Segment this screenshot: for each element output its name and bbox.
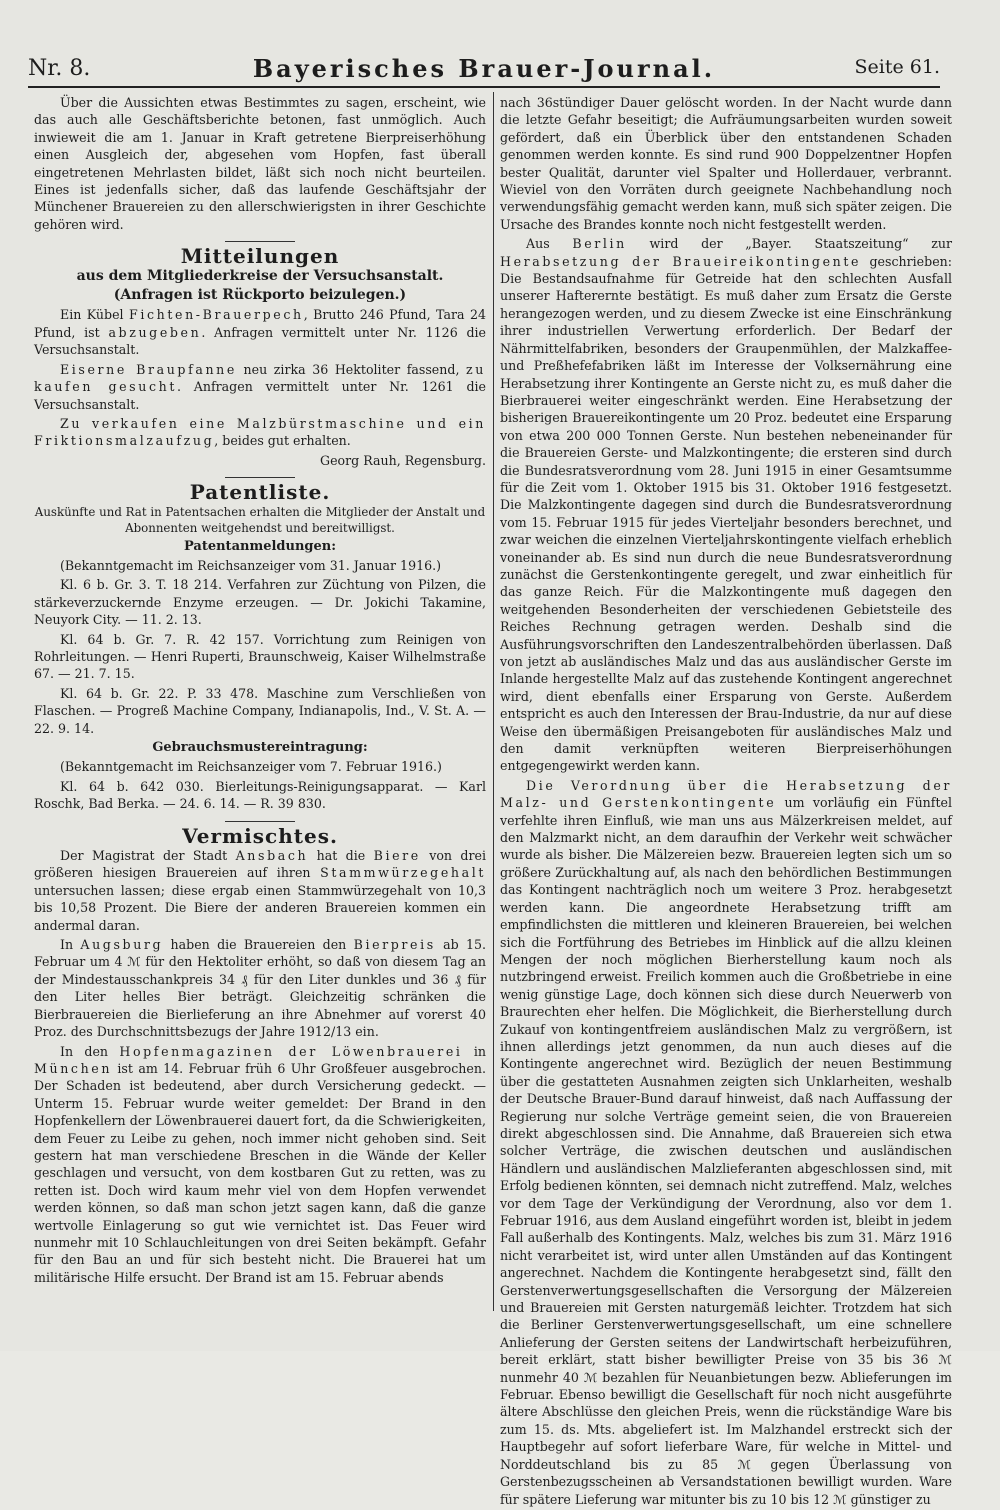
article-paragraph: Die Verordnung über die Herabsetzung der Malz- und Gerstenkontingente um vorläufig ein Fünftel verfehlte ihren Einfluß, wie man uns aus Mälzerkreisen meldet, auf den Malzmarkt nicht, an dem daraufhin der Verkehr weit schwächer wurde als bisher. Die Mälzereien bezw. Brauereien legten sich um so größere Zurückhaltung auf, als nach den behördlichen Bestimmungen das Kontingent nachträglich noch um weitere 3 Proz. herabgesetzt werden kann. Die angeordnete Herabsetzung trifft am empfindlichsten die mittleren und kleineren Brauereien, bei welchen sich die Fortführung des Betriebes im Hinblick auf die allzu kleinen Mengen der noch möglichen Bierherstellung kaum noch als nutzbringend erweist. Freilich kommen auch die Großbetriebe in eine wenig günstige Lage, doch können sich diese durch Neuerwerb von Braurechten eher helfen. Die Möglichkeit, die Bierherstellung durch Zukauf von kontingentfreiem ausländischen Malz zu vergrößern, ist ihnen allerdings jetzt genommen, da nun auch dieses auf die Kontingente angerechnet wird. Bezüglich der neuen Bestimmung über die gestatteten Ausnahmen zeigten sich Unklarheiten, weshalb der Deutsche Brauer-Bund darauf hinweist, daß nach Auffassung der Regierung nur solche Verträge gemeint seien, die von Brauereien direkt abgeschlossen sind. Die Annahme, daß Brauereien sich etwa solcher Verträge, die zwischen deutschen und ausländischen Händlern und ausländischen Malzlieferanten abgeschlossen sind, mit Erfolg bedienen könnten, sei demnach nicht zutreffend. Malz, welches vor dem Tage der Verkündigung der Verordnung, also vor dem 1. Februar 1916, aus dem Ausland eingeführt worden ist, bleibt in jedem Fall außerhalb des Kontingents. Malz, welches bis zum 31. März 1916 nicht verarbeitet ist, wird unter allen Umständen auf das Kontingent angerechnet. Nachdem die Kontingente herabgesetzt sind, fällt den Gerstenverwertungsgesellschaften die Versorgung der Mälzereien und Brauereien mit Gersten naturgemäß leichter. Trotzdem hat sich die Berliner Gerstenverwertungsgesellschaft, um eine schnellere Anlieferung der Gersten seitens der Landwirtschaft herbeizuführen, bereit erklärt, statt bisher bewilligter Preise von 35 bis 36 ℳ nunmehr 40 ℳ bezahlen für Neuanbietungen bezw. Ablieferungen im Februar. Ebenso bewilligt die Gesellschaft für noch nicht ausgeführte ältere Abschlüsse den gleichen Preis, wenn die rückständige Ware bis zum 15. ds. Mts. abgeliefert ist. Im Malzhandel erstreckt sich der Hauptbegehr auf sofort lieferbare Ware, für welche in Mittel- und Norddeutschland bis zu 85 ℳ gegen Überlassung von Gerstenbezugsscheinen ab Versandstationen bewilligt wurden. Ware für spätere Lieferung war mitunter bis zu 10 bis 12 ℳ günstiger zu <box>500 777 952 1507</box>
vermischtes-title: Vermischtes. <box>182 823 338 848</box>
page-number: Seite 61. <box>854 56 940 78</box>
mitteilung-item: Ein Kübel Fichten-Brauerpech, Brutto 246 Pfund, Tara 24 Pfund, ist abzugeben. Anfragen vermittelt unter Nr. 1126 die Versuchsanstalt. <box>34 307 486 358</box>
patent-entry: Kl. 64 b. Gr. 7. R. 42 157. Vorrichtung zum Reinigen von Rohrleitungen. — Henri Ruperti, Braunschweig, Kaiser Wilhelmstraße 67. — 21. 7. 15. <box>34 631 486 682</box>
column-divider <box>493 92 494 1311</box>
vermischtes-paragraph: In Augsburg haben die Brauereien den Bierpreis ab 15. Februar um 4 ℳ für den Hektoliter erhöht, so daß von diesem Tag an der Mindestausschankpreis 34 ₰ für den Liter dunkles und 36 ₰ für den Liter helles Bier beträgt. Gleichzeitig schränken die Bierbrauereien die Bierlieferung an ihre Abnehmer auf vorerst 40 Proz. des Durchschnittsbezugs der Jahre 1912/13 ein. <box>34 937 487 1040</box>
article-continuation: nach 36stündiger Dauer gelöscht worden. In der Nacht wurde dann die letzte Gefahr beseitigt; die Aufräumungsarbeiten wurden soweit gefördert, daß ein Überblick über den entstandenen Schaden genommen werden konnte. Es sind rund 900 Doppelzentner Hopfen bester Qualität, darunter viel Spalter und Hollerdauer, verbrannt. Wieviel von den Vorräten durch geeignete Nachbehandlung noch verwendungsfähig gemacht werden kann, muß sich später zeigen. Die Ursache des Brandes konnte noch nicht festgestellt werden. <box>500 95 952 232</box>
mitteilungen-note: (Anfragen ist Rückporto beizulegen.) <box>113 287 407 304</box>
patentliste-title: Patentliste. <box>189 480 331 505</box>
journal-title: Bayerisches Brauer-Journal. <box>252 54 716 83</box>
patentanmeldungen-title: Patentanmeldungen: <box>183 538 337 554</box>
intro-paragraph: Über die Aussichten etwas Bestimmtes zu sagen, erscheint, wie das auch alle Geschäftsberichte betonen, fast unmöglich. Auch inwieweit die am 1. Januar in Kraft getretene Bierpreiserhöhung einen Ausgleich der, abgesehen vom Hopfen, fast überall eingetretenen Mehrlasten bildet, läßt sich noch nicht beurteilen. Eines ist jedenfalls sicher, daß das laufende Geschäftsjahr der Münchener Brauereien zu den allerschwierigsten in ihrer Geschichte gehören wird. <box>34 95 486 232</box>
page-header <box>28 52 940 86</box>
mitteilung-item: Zu verkaufen eine Malzbürstmaschine und ein Friktionsmalzaufzug, beides gut erhalten. <box>34 415 486 449</box>
left-column <box>34 94 486 1288</box>
mitteilungen-subtitle: aus dem Mitgliederkreise der Versuchsanstalt. <box>76 267 444 284</box>
patentliste-intro: Auskünfte und Rat in Patentsachen erhalten die Mitglieder der Anstalt und Abonnenten weitgehendst und bereitwilligst. <box>34 504 486 535</box>
separator <box>225 477 295 478</box>
gebrauchsmuster-title: Gebrauchsmustereintragung: <box>152 740 368 755</box>
gebrauchsmuster-entry: Kl. 64 b. 642 030. Bierleitungs-Reinigungsapparat. — Karl Roschk, Bad Berka. — 24. 6. 14. — R. 39 830. <box>34 778 486 812</box>
mitteilungen-title: Mitteilungen <box>180 244 340 269</box>
patentanmeldungen-date: (Bekanntgemacht im Reichsanzeiger vom 31. Januar 1916.) <box>60 557 442 573</box>
article-paragraph: Aus Berlin wird der „Bayer. Staatszeitung“ zur Herabsetzung der Braueireikontingente geschrieben: Die Bestandsaufnahme für Getreide hat den schlechten Ausfall unserer Hafterernte bestätigt. Es muß daher zum Ersatz die Gerste herangezogen werden, und zu diesem Zwecke ist eine Einschränkung ihrer industriellen Verwertung erforderlich. Der Bedarf der Nährmittelfabriken, besonders der Graupenmühlen, der Malzkaffee- und Preßhefefabriken läßt im Interesse der Volksernährung eine Herabsetzung ihrer Kontingente an Gerste nicht zu, es muß daher die Bierbrauerei weiter eingeschränkt werden. Eine Herabsetzung der bisherigen Brauereikontingente um 20 Proz. bedeutet eine Ersparung von etwa 200 000 Tonnen Gerste. Nun bestehen nebeneinander für die Brauereien Gerste- und Malzkontingente; die ersteren sind durch die Bundesratsverordnung vom 28. Juni 1915 in einer Gesamtsumme für die Zeit vom 1. Oktober 1915 bis 31. Oktober 1916 festgesetzt. Die Malzkontingente dagegen sind durch die Bundesratsverordnung vom 15. Februar 1915 für jedes Vierteljahr besonders berechnet, und zwar weichen die einzelnen Vierteljahrskontingente vielfach erheblich voneinander ab. Es sind nun durch die neue Bundesratsverordnung zunächst die Gerstenkontingente geregelt, und zwar einheitlich für das ganze Reich. Für die Malzkontingente muß dagegen den weitgehenden Besonderheiten der verschiedenen Gebietsteile des Reiches Rechnung getragen werden. Deshalb sind die Ausführungsvorschriften den Landeszentralbehörden überlassen. Daß von jetzt ab ausländisches Malz und das aus ausländischer Gerste im Inlande hergestellte Malz auf das zustehende Kontingent angerechnet wird, dient ebenfalls einer Ersparung von Gerste. Außerdem entspricht es auch den Interessen der Brau-Industrie, da nur auf diese Weise den übermäßigen Preisangeboten für ausländisches Malz und den damit verknüpften weiteren Bierpreiserhöhungen entgegengewirkt werden kann. <box>500 236 953 774</box>
patent-entry: Kl. 64 b. Gr. 22. P. 33 478. Maschine zum Verschließen von Flaschen. — Progreß Machine Company, Indianapolis, Ind., V. St. A. — 22. 9. 14. <box>34 685 486 736</box>
vermischtes-paragraph: In den Hopfenmagazinen der Löwenbrauerei in München ist am 14. Februar früh 6 Uhr Großfeuer ausgebrochen. Der Schaden ist bedeutend, aber durch Versicherung gedeckt. — Unterm 15. Februar wurde weiter gemeldet: Der Brand in den Hopfenkellern der Löwenbrauerei dauert fort, da die Schwierigkeiten, dem Feuer zu Leibe zu gehen, noch immer nicht gehoben sind. Seit gestern hat man verschiedene Breschen in die Wände der Keller geschlagen und versucht, von dem kostbaren Gut zu retten, was zu retten ist. Doch wird kaum mehr viel von dem Hopfen verwendet werden können, so daß man schon jetzt sagen kann, daß die ganze wertvolle Einlagerung so gut wie vernichtet ist. Das Feuer wird nunmehr mit 10 Schlauchleitungen von drei Seiten bekämpft. Gefahr für den Bau an und für sich besteht nicht. Die Brauerei hat um militärische Hilfe ersucht. Der Brand ist am 15. Februar abends <box>34 1043 486 1285</box>
gebrauchsmuster-date: (Bekanntgemacht im Reichsanzeiger vom 7. Februar 1916.) <box>60 759 442 775</box>
separator <box>225 241 295 242</box>
vermischtes-paragraph: Der Magistrat der Stadt Ansbach hat die Biere von drei größeren hiesigen Brauereien auf ihren Stammwürzegehalt untersuchen lassen; diese ergab einen Stammwürzegehalt von 10,3 bis 10,58 Prozent. Die Biere der anderen Brauereien kommen ein andermal daran. <box>34 848 486 933</box>
header-rule <box>28 86 940 88</box>
mitteilung-item: Eiserne Braupfanne neu zirka 36 Hektoliter fassend, zu kaufen gesucht. Anfragen vermittelt unter Nr. 1261 die Versuchsanstalt. <box>34 361 486 412</box>
right-column <box>500 94 952 1510</box>
patent-entry: Kl. 6 b. Gr. 3. T. 18 214. Verfahren zur Züchtung von Pilzen, die stärkeverzuckernde Enzyme erzeugen. — Dr. Jokichi Takamine, Neuyork City. — 11. 2. 13. <box>34 577 486 628</box>
separator <box>225 821 295 822</box>
mitteilung-signature: Georg Rauh, Regensburg. <box>320 452 486 468</box>
issue-number: Nr. 8. <box>28 56 91 81</box>
